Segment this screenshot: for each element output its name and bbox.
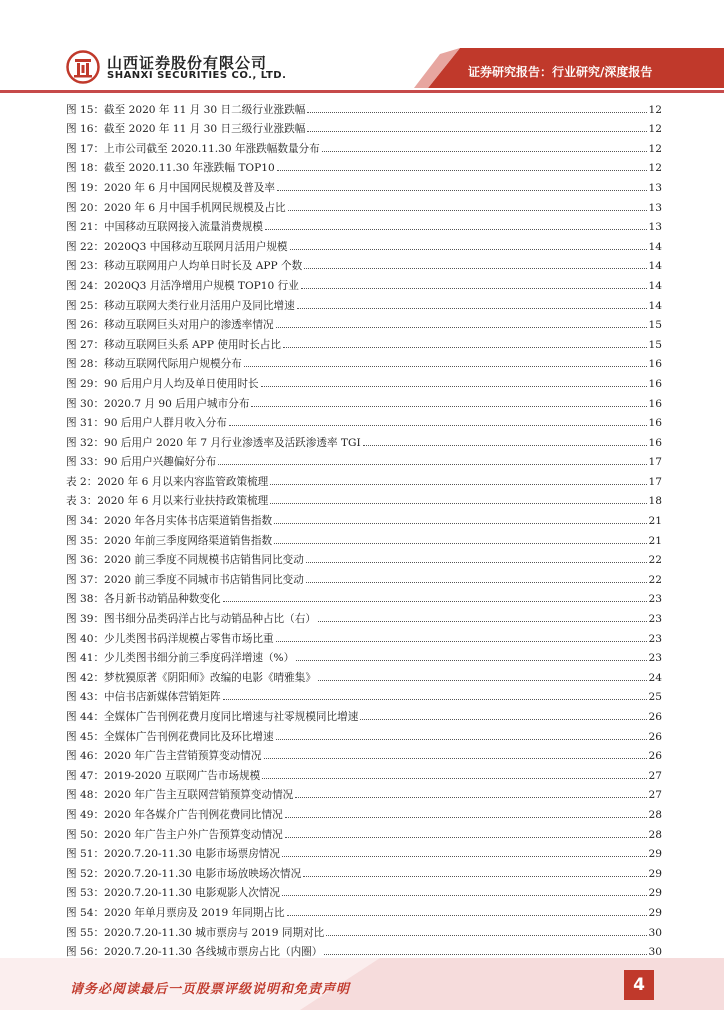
toc-entry-label: 图 51：2020.7.20-11.30 电影市场票房情况 bbox=[66, 848, 280, 861]
toc-entry[interactable] bbox=[66, 665, 662, 685]
toc-dot-leader bbox=[318, 621, 647, 622]
toc-entry-label: 图 21：中国移动互联网接入流量消费规模 bbox=[66, 221, 263, 234]
toc-entry-page: 14 bbox=[648, 299, 662, 312]
toc-dot-leader bbox=[251, 406, 646, 407]
toc-entry-label: 图 44：全媒体广告刊例花费月度同比增速与社零规模同比增速 bbox=[66, 711, 359, 723]
toc-entry-page: 15 bbox=[648, 338, 662, 351]
toc-entry[interactable] bbox=[66, 802, 662, 822]
toc-entry[interactable] bbox=[66, 940, 662, 960]
toc-dot-leader bbox=[276, 327, 647, 328]
toc-entry[interactable] bbox=[66, 881, 662, 901]
toc-entry-label: 图 36：2020 前三季度不同规模书店销售同比变动 bbox=[66, 554, 304, 567]
toc-entry-label: 图 55：2020.7.20-11.30 城市票房与 2019 同期对比 bbox=[66, 926, 325, 939]
toc-entry[interactable] bbox=[66, 371, 662, 391]
toc-dot-leader bbox=[285, 837, 647, 838]
toc-entry-page: 12 bbox=[648, 123, 662, 136]
toc-entry-label: 图 22：2020Q3 中国移动互联网月活用户规模 bbox=[66, 240, 288, 253]
toc-entry-label: 图 38：各月新书动销品种数变化 bbox=[66, 593, 221, 606]
toc-entry-label: 图 25：移动互联网大类行业月活用户及同比增速 bbox=[66, 299, 295, 312]
toc-entry[interactable] bbox=[66, 822, 662, 842]
toc-entry-label: 图 19：2020 年 6 月中国网民规模及普及率 bbox=[66, 181, 275, 194]
toc-entry[interactable] bbox=[66, 97, 662, 117]
toc-dot-leader bbox=[218, 464, 646, 465]
toc-entry-label: 图 52：2020.7.20-11.30 电影市场放映场次情况 bbox=[66, 867, 302, 880]
toc-entry[interactable] bbox=[66, 685, 662, 705]
toc-entry-label: 图 31：90 后用户人群月收入分布 bbox=[66, 417, 227, 430]
toc-entry[interactable] bbox=[66, 528, 662, 548]
toc-entry-label: 图 27：移动互联网巨头系 APP 使用时长占比 bbox=[66, 338, 281, 351]
toc-dot-leader bbox=[282, 895, 647, 896]
toc-entry[interactable] bbox=[66, 469, 662, 489]
toc-entry-page: 22 bbox=[648, 573, 662, 586]
toc-entry-page: 16 bbox=[648, 417, 662, 430]
toc-dot-leader bbox=[270, 484, 646, 485]
toc-dot-leader bbox=[322, 151, 647, 152]
toc-entry-page: 23 bbox=[648, 652, 662, 665]
toc-entry[interactable] bbox=[66, 587, 662, 607]
toc-entry-page: 21 bbox=[648, 515, 662, 528]
page-number: 4 bbox=[624, 970, 654, 1000]
toc-entry-label: 图 50：2020 年广告主户外广告预算变动情况 bbox=[66, 828, 283, 841]
toc-entry-page: 27 bbox=[648, 789, 662, 802]
toc-entry-label: 图 39：图书细分品类码洋占比与动销品种占比（右） bbox=[66, 613, 316, 626]
toc-entry[interactable] bbox=[66, 117, 662, 137]
toc-entry-label: 表 3：2020 年 6 月以来行业扶持政策梳理 bbox=[66, 495, 269, 508]
toc-entry[interactable] bbox=[66, 273, 662, 293]
toc-entry-label: 图 16：截至 2020 年 11 月 30 日三级行业涨跌幅 bbox=[66, 123, 306, 136]
toc-entry[interactable] bbox=[66, 704, 662, 724]
table-of-contents bbox=[66, 97, 662, 959]
toc-entry-page: 14 bbox=[648, 279, 662, 292]
toc-entry[interactable] bbox=[66, 626, 662, 646]
toc-entry-page: 24 bbox=[648, 671, 662, 684]
toc-dot-leader bbox=[264, 758, 647, 759]
toc-entry-page: 14 bbox=[648, 240, 662, 253]
toc-dot-leader bbox=[307, 112, 646, 113]
toc-entry[interactable] bbox=[66, 332, 662, 352]
toc-entry[interactable] bbox=[66, 763, 662, 783]
toc-entry-label: 图 46：2020 年广告主营销预算变动情况 bbox=[66, 750, 262, 763]
toc-entry-label: 图 23：移动互联网用户人均单日时长及 APP 个数 bbox=[66, 260, 303, 273]
toc-entry-label: 图 18：截至 2020.11.30 年涨跌幅 TOP10 bbox=[66, 162, 275, 175]
toc-entry-page: 29 bbox=[648, 867, 662, 880]
toc-entry-page: 16 bbox=[648, 377, 662, 390]
toc-dot-leader bbox=[282, 856, 647, 857]
toc-entry[interactable] bbox=[66, 156, 662, 176]
company-name-en: SHANXI SECURITIES CO., LTD. bbox=[107, 70, 287, 81]
toc-dot-leader bbox=[304, 268, 646, 269]
toc-entry-label: 图 30：2020.7 月 90 后用户城市分布 bbox=[66, 397, 250, 410]
toc-dot-leader bbox=[318, 680, 647, 681]
toc-entry-label: 图 53：2020.7.20-11.30 电影观影人次情况 bbox=[66, 887, 280, 900]
toc-entry-page: 29 bbox=[648, 906, 662, 919]
toc-entry-label: 图 43：中信书店新媒体营销矩阵 bbox=[66, 691, 221, 704]
toc-dot-leader bbox=[285, 817, 647, 818]
toc-entry-page: 22 bbox=[648, 554, 662, 567]
toc-dot-leader bbox=[265, 229, 647, 230]
toc-entry-page: 23 bbox=[648, 593, 662, 606]
toc-dot-leader bbox=[303, 876, 646, 877]
toc-entry-page: 21 bbox=[648, 534, 662, 547]
toc-dot-leader bbox=[244, 366, 647, 367]
toc-entry-label: 表 2：2020 年 6 月以来内容监管政策梳理 bbox=[66, 475, 269, 488]
toc-entry[interactable] bbox=[66, 842, 662, 862]
toc-dot-leader bbox=[283, 347, 647, 348]
toc-entry-page: 23 bbox=[648, 632, 662, 645]
toc-entry-page: 16 bbox=[648, 358, 662, 371]
toc-entry[interactable] bbox=[66, 567, 662, 587]
toc-dot-leader bbox=[270, 503, 646, 504]
toc-entry-label: 图 32：90 后用户 2020 年 7 月行业渗透率及活跃渗透率 TGI bbox=[66, 436, 361, 449]
toc-entry-label: 图 49：2020 年各媒介广告刊例花费同比情况 bbox=[66, 808, 283, 821]
disclaimer-notice: 请务必阅读最后一页股票评级说明和免责声明 bbox=[70, 982, 351, 997]
toc-entry[interactable] bbox=[66, 783, 662, 803]
toc-dot-leader bbox=[274, 523, 646, 524]
toc-entry-label: 图 54：2020 年单月票房及 2019 年同期占比 bbox=[66, 906, 285, 919]
toc-entry-label: 图 56：2020.7.20-11.30 各线城市票房占比（内圈） bbox=[66, 946, 323, 959]
toc-dot-leader bbox=[307, 131, 646, 132]
toc-entry-label: 图 47：2019-2020 互联网广告市场规模 bbox=[66, 769, 261, 782]
toc-entry-page: 17 bbox=[648, 475, 662, 488]
toc-entry-page: 29 bbox=[648, 848, 662, 861]
toc-entry[interactable] bbox=[66, 136, 662, 156]
toc-entry[interactable] bbox=[66, 548, 662, 568]
toc-entry[interactable] bbox=[66, 195, 662, 215]
toc-entry-label: 图 24：2020Q3 月活净增用户规模 TOP10 行业 bbox=[66, 279, 299, 292]
toc-entry[interactable] bbox=[66, 391, 662, 411]
company-logo-icon bbox=[66, 50, 100, 84]
toc-entry[interactable] bbox=[66, 450, 662, 470]
toc-entry[interactable] bbox=[66, 234, 662, 254]
toc-entry-page: 13 bbox=[648, 221, 662, 234]
toc-dot-leader bbox=[306, 582, 647, 583]
toc-entry[interactable] bbox=[66, 900, 662, 920]
toc-entry-page: 26 bbox=[648, 711, 662, 723]
toc-entry-label: 图 48：2020 年广告主互联网营销预算变动情况 bbox=[66, 789, 294, 802]
toc-entry-label: 图 35：2020 年前三季度网络渠道销售指数 bbox=[66, 534, 273, 547]
toc-dot-leader bbox=[297, 308, 647, 309]
toc-entry-label: 图 37：2020 前三季度不同城市书店销售同比变动 bbox=[66, 573, 304, 586]
toc-dot-leader bbox=[290, 249, 647, 250]
toc-entry[interactable] bbox=[66, 724, 662, 744]
report-type-label: 证券研究报告：行业研究/深度报告 bbox=[468, 65, 653, 79]
company-name-cn: 山西证券股份有限公司 bbox=[107, 54, 268, 72]
toc-dot-leader bbox=[276, 739, 647, 740]
toc-entry[interactable] bbox=[66, 489, 662, 509]
page-header bbox=[0, 0, 724, 95]
toc-entry[interactable] bbox=[66, 175, 662, 195]
header-divider bbox=[0, 90, 724, 93]
toc-dot-leader bbox=[262, 778, 646, 779]
toc-entry-label: 图 17：上市公司截至 2020.11.30 年涨跌幅数量分布 bbox=[66, 142, 320, 155]
toc-dot-leader bbox=[360, 719, 646, 720]
toc-entry-label: 图 28：移动互联网代际用户规模分布 bbox=[66, 358, 242, 371]
toc-entry[interactable] bbox=[66, 861, 662, 881]
toc-entry[interactable] bbox=[66, 313, 662, 333]
toc-entry-page: 17 bbox=[648, 456, 662, 469]
toc-dot-leader bbox=[261, 386, 647, 387]
toc-dot-leader bbox=[306, 562, 647, 563]
toc-entry-label: 图 40：少儿类图书码洋规模占零售市场比重 bbox=[66, 632, 274, 645]
toc-entry-page: 28 bbox=[648, 808, 662, 821]
toc-entry-label: 图 33：90 后用户兴趣偏好分布 bbox=[66, 456, 217, 469]
toc-entry[interactable] bbox=[66, 293, 662, 313]
toc-entry-page: 12 bbox=[648, 142, 662, 155]
toc-entry-page: 30 bbox=[648, 946, 662, 959]
toc-entry-page: 25 bbox=[648, 691, 662, 704]
toc-dot-leader bbox=[326, 935, 646, 936]
toc-entry-page: 15 bbox=[648, 319, 662, 332]
toc-entry[interactable] bbox=[66, 430, 662, 450]
toc-entry-page: 27 bbox=[648, 769, 662, 782]
toc-dot-leader bbox=[324, 954, 646, 955]
toc-entry[interactable] bbox=[66, 411, 662, 431]
toc-entry[interactable] bbox=[66, 744, 662, 764]
toc-entry-label: 图 26：移动互联网巨头对用户的渗透率情况 bbox=[66, 319, 274, 332]
toc-dot-leader bbox=[276, 641, 647, 642]
toc-entry[interactable] bbox=[66, 508, 662, 528]
toc-entry-label: 图 41：少儿类图书细分前三季度码洋增速（%） bbox=[66, 652, 295, 665]
toc-entry-label: 图 42：梦枕獏原著《阴阳师》改编的电影《晴雅集》 bbox=[66, 671, 316, 684]
toc-entry-page: 13 bbox=[648, 201, 662, 214]
toc-entry[interactable] bbox=[66, 646, 662, 666]
toc-entry-page: 16 bbox=[648, 436, 662, 449]
toc-dot-leader bbox=[223, 699, 647, 700]
toc-dot-leader bbox=[277, 170, 647, 171]
toc-entry-page: 14 bbox=[648, 260, 662, 273]
toc-entry[interactable] bbox=[66, 254, 662, 274]
toc-entry-label: 图 29：90 后用户月人均及单日使用时长 bbox=[66, 377, 259, 390]
toc-entry-label: 图 20：2020 年 6 月中国手机网民规模及占比 bbox=[66, 201, 286, 214]
toc-entry-page: 16 bbox=[648, 397, 662, 410]
toc-entry[interactable] bbox=[66, 606, 662, 626]
toc-dot-leader bbox=[296, 660, 646, 661]
toc-entry-label: 图 15：截至 2020 年 11 月 30 日二级行业涨跌幅 bbox=[66, 103, 306, 116]
toc-entry-page: 18 bbox=[648, 495, 662, 508]
toc-entry-page: 26 bbox=[648, 750, 662, 763]
page-footer bbox=[0, 958, 724, 1024]
toc-entry-page: 12 bbox=[648, 103, 662, 116]
toc-entry[interactable] bbox=[66, 215, 662, 235]
toc-dot-leader bbox=[277, 190, 647, 191]
toc-entry-page: 30 bbox=[648, 926, 662, 939]
toc-dot-leader bbox=[229, 425, 647, 426]
toc-dot-leader bbox=[301, 288, 647, 289]
toc-entry-page: 23 bbox=[648, 613, 662, 626]
toc-dot-leader bbox=[223, 601, 647, 602]
toc-entry-page: 29 bbox=[648, 887, 662, 900]
toc-entry-page: 13 bbox=[648, 181, 662, 194]
toc-dot-leader bbox=[274, 543, 646, 544]
toc-dot-leader bbox=[287, 915, 647, 916]
toc-entry-page: 26 bbox=[648, 730, 662, 743]
toc-dot-leader bbox=[363, 445, 647, 446]
toc-entry-page: 12 bbox=[648, 162, 662, 175]
toc-entry[interactable] bbox=[66, 920, 662, 940]
toc-entry[interactable] bbox=[66, 352, 662, 372]
toc-dot-leader bbox=[288, 210, 647, 211]
toc-entry-label: 图 45：全媒体广告刊例花费同比及环比增速 bbox=[66, 730, 274, 743]
toc-entry-label: 图 34：2020 年各月实体书店渠道销售指数 bbox=[66, 515, 273, 528]
toc-entry-page: 28 bbox=[648, 828, 662, 841]
toc-dot-leader bbox=[295, 797, 646, 798]
